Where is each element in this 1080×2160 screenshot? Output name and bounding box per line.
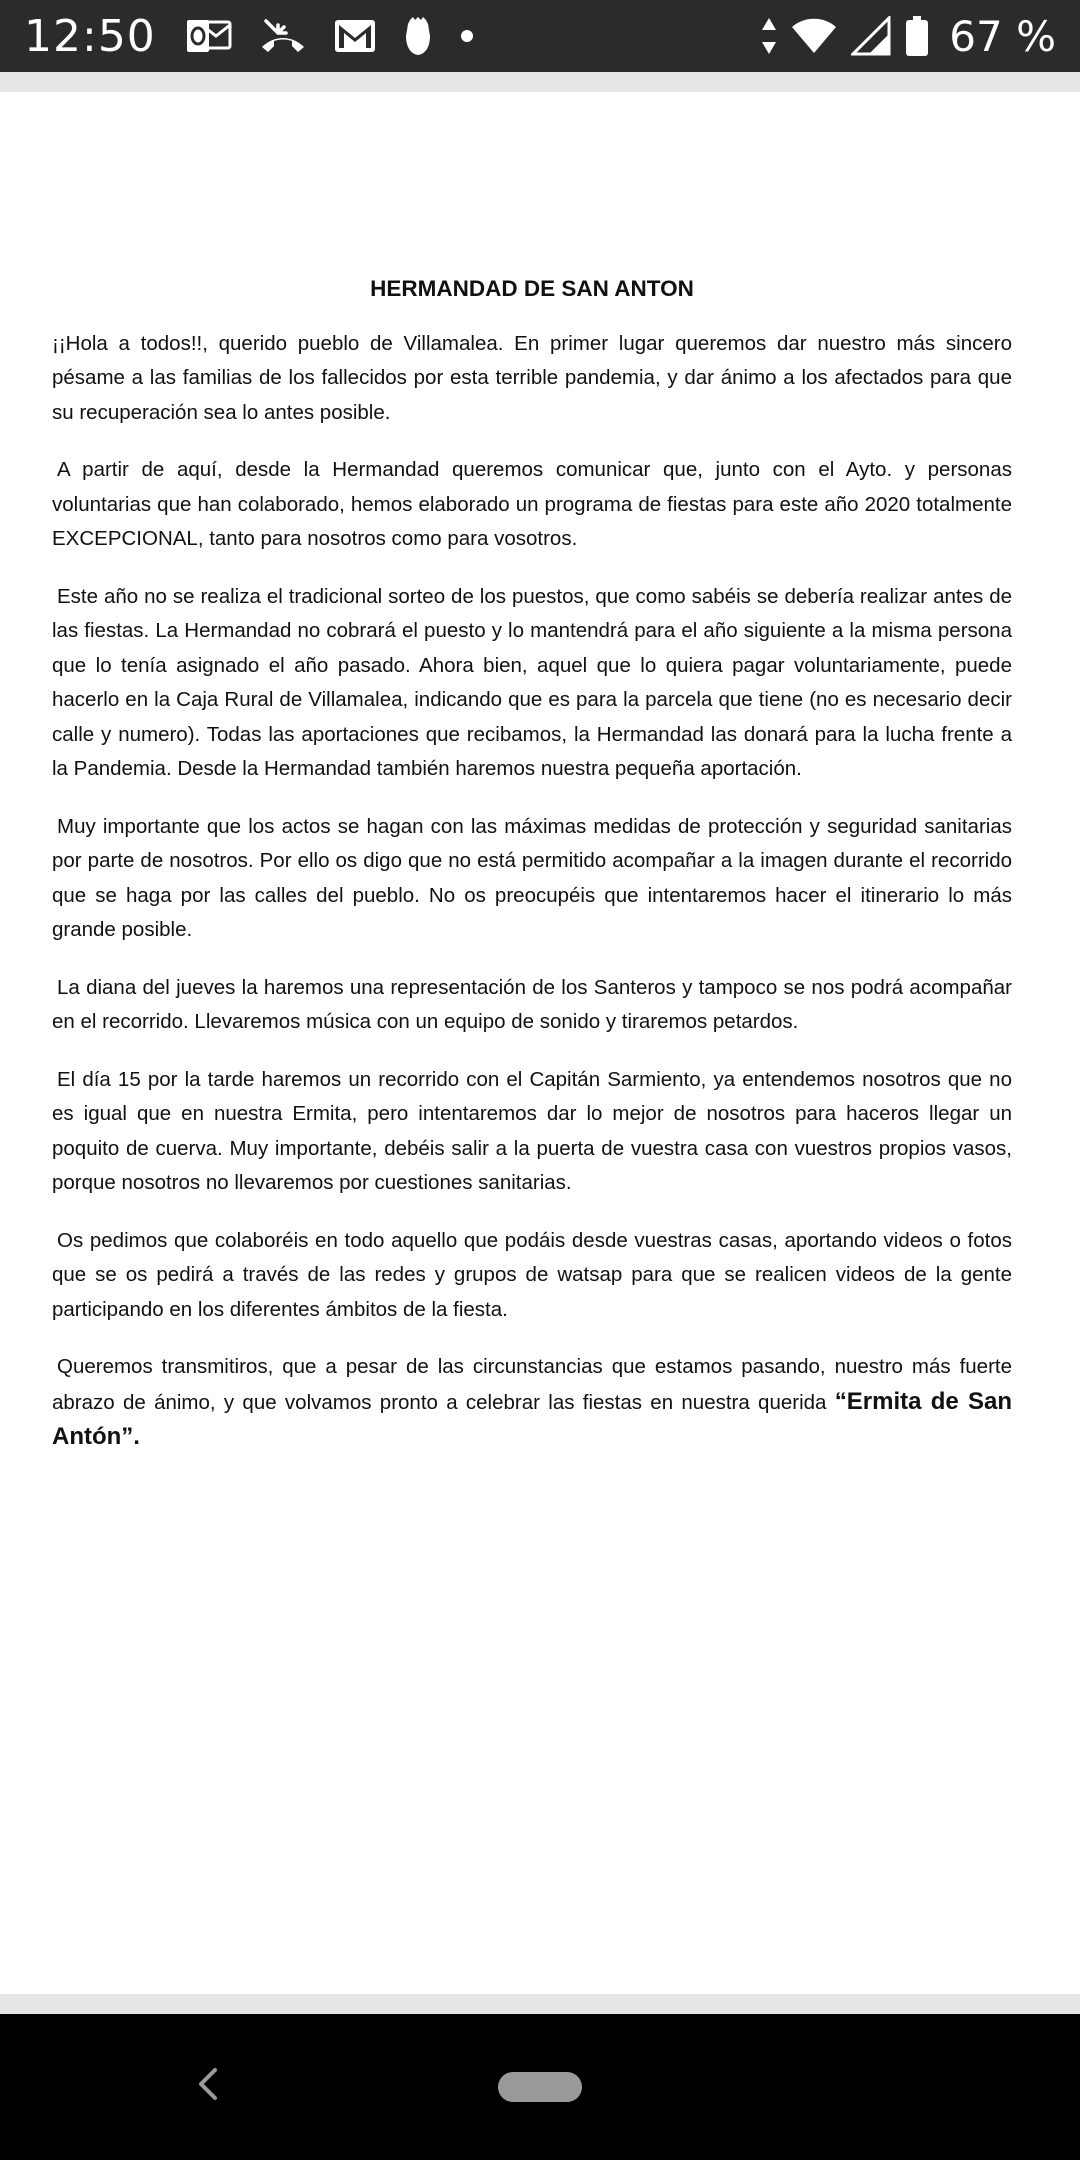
wifi-icon [791,17,837,55]
notification-icons [186,16,474,56]
closing-text: Queremos transmitiros, que a pesar de las circunstancias que estamos pasando, nuestro más fuerte abrazo de ánimo, y que volvamos pronto a celebrar las fiestas en nuestra querida [52,1355,1012,1414]
missed-call-icon [260,17,306,55]
status-bar [0,0,1080,72]
paragraph-closing [52,1350,1012,1456]
paragraph-3: Este año no se realiza el tradicional sorteo de los puestos, que como sabéis se debería realizar antes de las fiestas. La Hermandad no cobrará el puesto y lo mantendrá para el año siguiente a la misma persona que lo tenía asignado el año pasado. Ahora bien, aquel que lo quiera pagar voluntariamente, puede hacerlo en la Caja Rural de Villamalea, indicando que es para la parcela que tiene (no es necesario decir calle y numero). Todas las aportaciones que recibamos, la Hermandad las donará para la lucha frente a la Pandemia. Desde la Hermandad también haremos nuestra pequeña aportación. [52,584,1012,780]
outlook-icon [186,17,232,55]
navigation-bar [0,2014,1080,2160]
paragraph-7: Os pedimos que colaboréis en todo aquello que podáis desde vuestras casas, aportando videos o fotos que se os pedirá a través de las redes y grupos de watsap para que se realicen videos de la gente participando en los diferentes ámbitos de la fiesta. [52,1228,1012,1321]
battery-percent: 67 % [949,11,1056,61]
dot-icon [460,29,474,43]
paragraph-6: El día 15 por la tarde haremos un recorrido con el Capitán Sarmiento, ya entendemos nosotros que no es igual que en nuestra Ermita, pero intentaremos dar lo mejor de nosotros para haceros llegar un poquito de cuerva. Muy importante, debéis salir a la puerta de vuestra casa con vuestros propios vasos, porque nosotros no llevaremos por cuestiones sanitarias. [52,1067,1012,1194]
paragraph-4: Muy importante que los actos se hagan con las máximas medidas de protección y seguridad sanitarias por parte de nosotros. Por ello os digo que no está permitido acompañar a la imagen durante el recorrido que se haga por las calles del pueblo. No os preocupéis que intentaremos hacer el itinerario lo más grande posible. [52,814,1012,941]
paragraph-5: La diana del jueves la haremos una representación de los Santeros y tampoco se nos podrá acompañar en el recorrido. Llevaremos música con un equipo de sonido y tiraremos petardos. [52,975,1012,1033]
system-icons [761,12,1056,61]
document-viewer[interactable] [0,72,1080,2014]
paragraph-2: A partir de aquí, desde la Hermandad queremos comunicar que, junto con el Ayto. y personas voluntarias que han colaborado, hemos elaborado un programa de fiestas para este año 2020 totalmente EXCEPCIONAL, tanto para nosotros como para vosotros. [52,458,1012,550]
shield-icon [404,16,432,56]
back-chevron-icon[interactable] [186,2062,230,2106]
closing-strong: “Ermita de San Antón”. [52,1387,1012,1450]
document-page[interactable] [0,92,1080,1994]
signal-icon [851,16,891,56]
document-content [52,272,1012,1479]
paragraph-1: ¡¡Hola a todos!!, querido pueblo de Villamalea. En primer lugar queremos dar nuestro más sincero pésame a las familias de los fallecidos por esta terrible pandemia, y dar ánimo a los afectados para que su recuperación sea lo antes posible. [52,331,1012,424]
document-title: HERMANDAD DE SAN ANTON [370,276,694,301]
battery-icon [905,15,929,57]
home-pill-icon[interactable] [498,2072,582,2102]
status-time: 12:50 [24,10,156,62]
gmail-icon [334,19,376,53]
data-arrows-icon [761,16,777,56]
